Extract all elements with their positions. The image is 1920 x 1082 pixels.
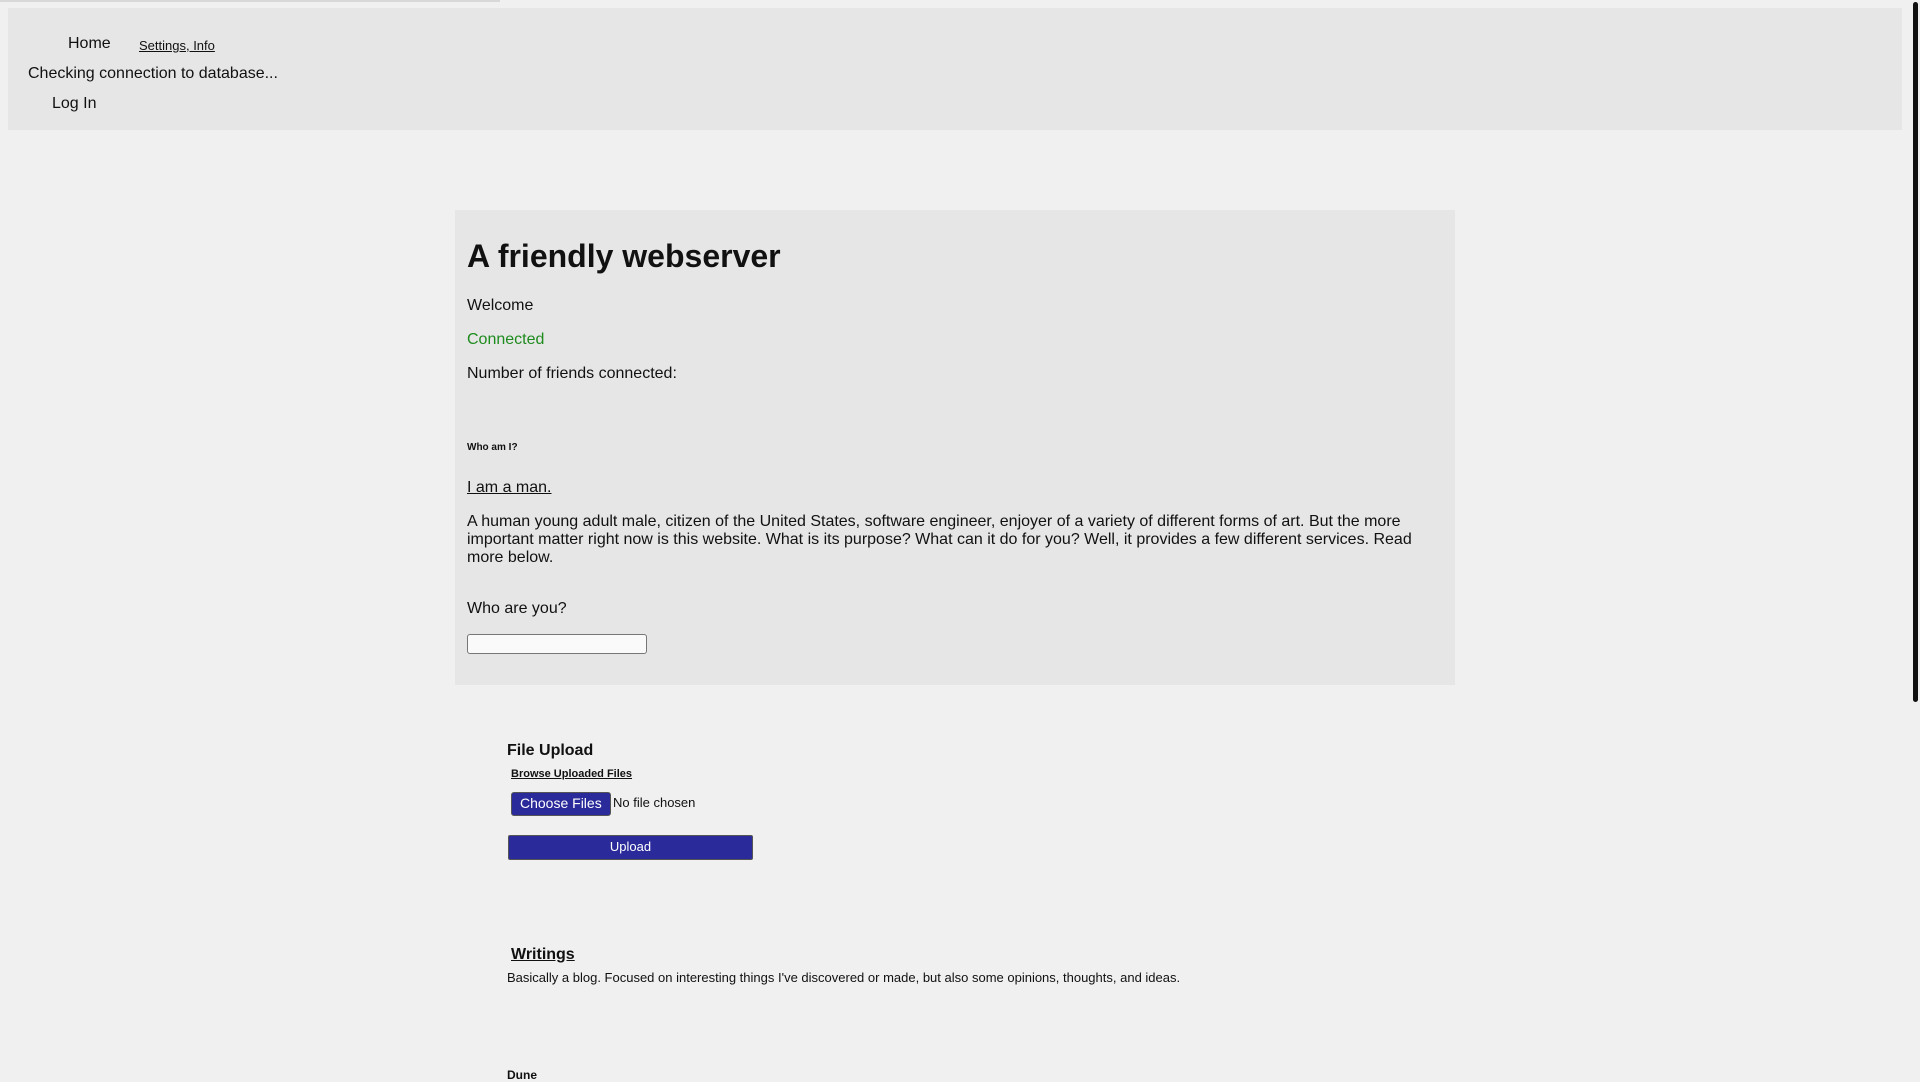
writings-description: Basically a blog. Focused on interesting things I've discovered or made, but also some opinions, thoughts, and ideas. xyxy=(507,970,1181,985)
database-status-text: Checking connection to database... xyxy=(28,65,278,82)
scrollbar-thumb[interactable] xyxy=(1913,2,1918,702)
nav-login-link[interactable]: Log In xyxy=(52,95,97,112)
site-header xyxy=(8,8,1902,130)
top-divider xyxy=(0,0,500,2)
welcome-text: Welcome xyxy=(467,297,534,314)
about-paragraph: A human young adult male, citizen of the United States, software engineer, enjoyer of a variety of different forms of art. But the more important matter right now is this website. What is its purpose? What can it do for you? Well, it provides a few different services. Read more below. xyxy=(467,513,1412,566)
nav-home-link[interactable]: Home xyxy=(68,35,111,52)
nav-settings-info-link[interactable]: Settings, Info xyxy=(139,38,215,53)
writing-entry-dune[interactable]: Dune xyxy=(507,1068,537,1082)
browse-uploaded-files-link[interactable]: Browse Uploaded Files xyxy=(511,768,633,780)
i-am-text: I am a man. xyxy=(467,479,552,496)
no-file-chosen-text: No file chosen xyxy=(613,795,696,810)
upload-button[interactable]: Upload xyxy=(508,835,753,860)
connection-status-badge: Connected xyxy=(467,331,545,348)
name-input[interactable] xyxy=(467,634,647,654)
intro-card xyxy=(455,210,1455,685)
page-title: A friendly webserver xyxy=(467,238,781,274)
writings-link[interactable]: Writings xyxy=(511,946,575,963)
choose-files-button[interactable]: Choose Files xyxy=(511,792,611,816)
file-upload-heading: File Upload xyxy=(507,742,594,759)
who-are-you-label: Who are you? xyxy=(467,600,567,617)
friends-connected-label: Number of friends connected: xyxy=(467,365,677,382)
who-am-i-heading: Who am I? xyxy=(467,442,518,453)
